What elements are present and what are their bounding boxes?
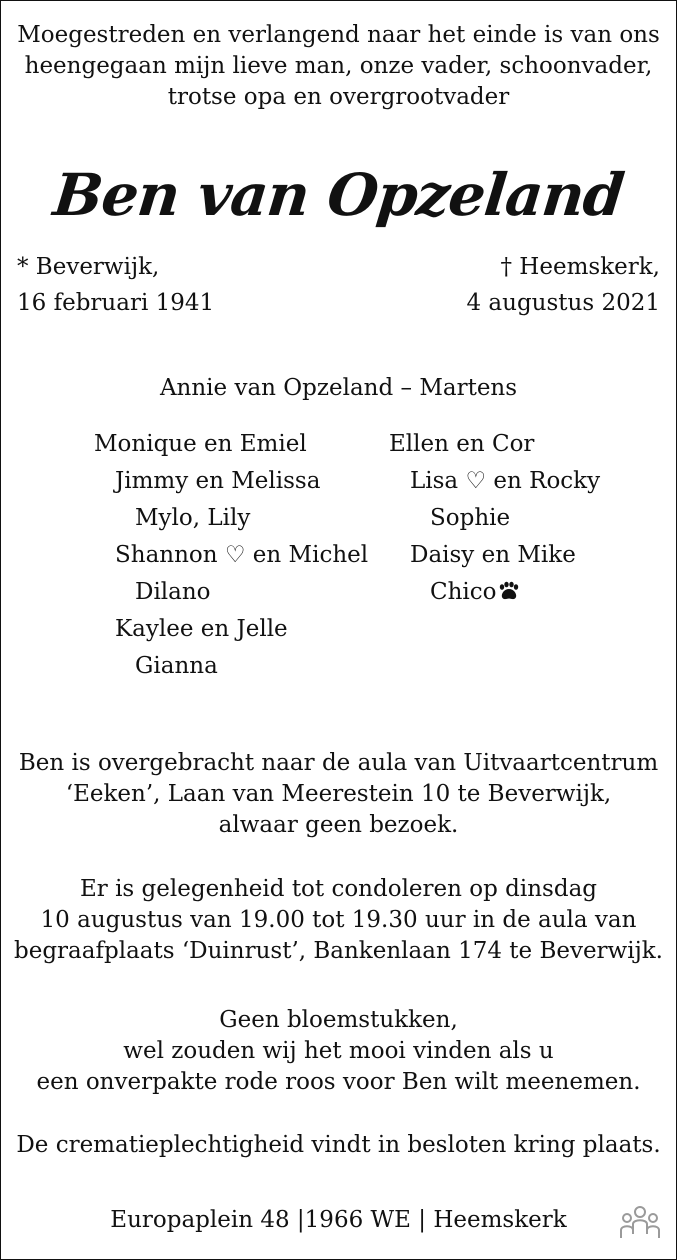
birth-place: * Beverwijk, xyxy=(17,254,160,280)
family-member: Jimmy en Melissa xyxy=(115,468,321,494)
flowers-notice xyxy=(0,1005,677,1098)
transfer-notice xyxy=(0,748,677,841)
intro-line: trotse opa en overgrootvader xyxy=(167,84,510,110)
birth-info xyxy=(17,249,214,321)
death-info xyxy=(466,249,660,321)
death-place: † Heemskerk, xyxy=(500,254,660,280)
death-date: 4 augustus 2021 xyxy=(466,290,660,316)
family-member: Mylo, Lily xyxy=(135,505,251,531)
condolence-line: 10 augustus van 19.00 tot 19.30 uur in de aula van xyxy=(40,907,637,933)
family-member: Sophie xyxy=(430,505,511,531)
birth-date: 16 februari 1941 xyxy=(17,290,215,316)
intro-line: heengegaan mijn lieve man, onze vader, schoonvader, xyxy=(24,53,653,79)
family-member-with-pet xyxy=(389,574,600,611)
flowers-line: wel zouden wij het mooi vinden als u xyxy=(123,1038,554,1064)
transfer-line: ‘Eeken’, Laan van Meerestein 10 te Beverwijk, xyxy=(65,781,612,807)
transfer-line: alwaar geen bezoek. xyxy=(218,812,459,838)
family-member: Lisa ♡ en Rocky xyxy=(410,468,601,494)
condolence-line: begraafplaats ‘Duinrust’, Bankenlaan 174 te Beverwijk. xyxy=(14,938,663,964)
family-member: Daisy en Mike xyxy=(410,542,576,568)
cremation-notice xyxy=(0,1130,677,1161)
family-member: Gianna xyxy=(135,653,218,679)
widow-name: Annie van Opzeland – Martens xyxy=(159,375,518,401)
footer-address: Europaplein 48 |1966 WE | Heemskerk xyxy=(110,1207,567,1233)
transfer-line: Ben is overgebracht naar de aula van Uitvaartcentrum xyxy=(18,750,659,776)
family-people-icon xyxy=(619,1204,661,1244)
cremation-line: De crematieplechtigheid vindt in besloten kring plaats. xyxy=(16,1132,661,1158)
footer-address-block xyxy=(0,1205,677,1235)
family-member: Ellen en Cor xyxy=(389,431,535,457)
flowers-line: een onverpakte rode roos voor Ben wilt meenemen. xyxy=(36,1069,641,1095)
deceased-name: Ben van Opzeland xyxy=(50,161,627,229)
family-member: Kaylee en Jelle xyxy=(115,616,288,642)
family-list-left xyxy=(94,426,368,685)
family-member: Dilano xyxy=(135,579,211,605)
paw-print-icon xyxy=(497,581,519,601)
family-member: Monique en Emiel xyxy=(94,431,307,457)
family-list-right xyxy=(389,426,600,611)
condolence-line: Er is gelegenheid tot condoleren op dinsdag xyxy=(79,876,598,902)
intro-line: Moegestreden en verlangend naar het einde is van ons xyxy=(17,22,660,48)
widow-name-block xyxy=(0,373,677,403)
intro-text xyxy=(0,20,677,113)
flowers-line: Geen bloemstukken, xyxy=(219,1007,458,1033)
family-member: Chico xyxy=(430,579,497,605)
family-member: Shannon ♡ en Michel xyxy=(115,542,369,568)
condolence-notice xyxy=(0,874,677,967)
